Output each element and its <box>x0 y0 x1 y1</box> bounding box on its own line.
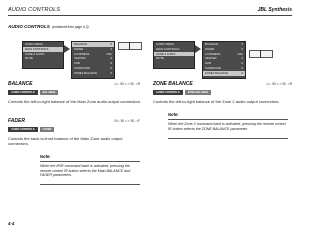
zone-balance-title: ZONE BALANCE <box>153 81 193 87</box>
breadcrumb-item: AUDIO CONTROLS <box>8 90 38 95</box>
menu-item[interactable]: ZONE2 BALANCE 0 <box>205 70 243 75</box>
section-title-text: AUDIO CONTROLS <box>8 24 50 29</box>
section-subtitle: (continued from page 4-3) <box>51 25 89 29</box>
fader-description: Controls the back-to-front balance of the Main Zone audio output connectors. <box>8 136 123 147</box>
header-divider <box>8 15 292 16</box>
menu-item[interactable]: MUTE <box>156 56 164 61</box>
menu-item[interactable]: ZONE2 BALANCE 0 <box>74 70 112 75</box>
slider-center-tick <box>129 42 130 49</box>
breadcrumb-item: BALANCE <box>40 90 59 95</box>
menu-item[interactable]: SURROUND 0 <box>205 65 243 70</box>
brand-label: JBL Synthesis <box>257 7 292 13</box>
fader-note-text: When the IR/R command bank is activated, pressing the remote control IR button selects the Main BALANCE and FADER parameters. <box>40 164 131 178</box>
zone-note-title: Note: <box>168 112 179 117</box>
zone-balance-range: L<- 50 <-> 50 ->R <box>266 82 292 86</box>
fader-range: R<- 50 <-> 50 ->F <box>114 119 140 123</box>
zone-balance-slider[interactable] <box>249 50 273 58</box>
menu-item[interactable]: ZONE 2 AUDIO <box>154 52 194 57</box>
page-header-title: AUDIO CONTROLS <box>8 7 61 13</box>
note-divider <box>40 184 140 185</box>
audio-menu-main-controls <box>71 41 115 79</box>
section-title <box>8 24 89 29</box>
menu-item[interactable]: CENTER 0 <box>205 56 243 61</box>
zone-balance-breadcrumb <box>153 90 211 95</box>
breadcrumb-item: AUDIO CONTROLS <box>8 127 38 132</box>
menu-item[interactable]: FADER 0 <box>74 46 112 51</box>
breadcrumb-item: FADER <box>40 127 55 132</box>
fader-breadcrumb <box>8 127 54 132</box>
page-number: 4-4 <box>8 221 15 226</box>
menu-title: AUDIO MENU <box>156 42 174 46</box>
menu-item[interactable]: SUB 0 <box>74 61 112 66</box>
menu-item[interactable]: ZONE 2 AUDIO <box>25 51 45 56</box>
menu-item[interactable]: BALANCE 0 <box>74 42 112 46</box>
menu-item[interactable]: LOUDNESS OFF <box>74 51 112 56</box>
menu-item[interactable]: CENTER 0 <box>74 56 112 61</box>
menu-item[interactable]: MAIN CONTROLS <box>23 47 63 52</box>
balance-title: BALANCE <box>8 81 33 87</box>
audio-menu-main <box>22 41 64 69</box>
audio-menu-zone-controls <box>202 41 246 79</box>
audio-menu-zone <box>153 41 195 69</box>
menu-title: AUDIO MENU <box>25 42 43 46</box>
menu-item[interactable]: FADER 0 <box>205 46 243 51</box>
balance-breadcrumb <box>8 90 58 95</box>
menu-item[interactable]: MAIN CONTROLS <box>156 46 180 51</box>
menu-item[interactable]: BALANCE 0 <box>205 42 243 46</box>
fader-title: FADER <box>8 118 25 124</box>
breadcrumb-item: AUDIO CONTROLS <box>153 90 183 95</box>
arrow-right-icon <box>64 45 70 53</box>
balance-slider[interactable] <box>118 42 142 50</box>
breadcrumb-item: ZONE BALANCE <box>185 90 212 95</box>
zone-note-text: When the Zone 2 command bank is activated, pressing the remote control IR button selects the ZONE BALANCE parameter. <box>168 122 286 131</box>
menu-item[interactable]: LOUDNESS OFF <box>205 51 243 56</box>
balance-description: Controls the left-to-right balance of the Main Zone audio output connectors. <box>8 99 141 104</box>
arrow-right-icon <box>195 45 201 53</box>
note-divider <box>168 138 288 139</box>
menu-item[interactable]: MUTE <box>25 56 33 61</box>
fader-note-title: Note: <box>40 154 51 159</box>
note-divider <box>40 161 140 162</box>
balance-range: L<- 50 <-> 50 ->R <box>114 82 140 86</box>
note-divider <box>168 119 288 120</box>
menu-item[interactable]: SUB 0 <box>205 61 243 66</box>
menu-item[interactable]: SURROUND 0 <box>74 65 112 70</box>
slider-center-tick <box>260 50 261 57</box>
zone-balance-description: Controls the left-to-right balance of the Zone 2 audio output connectors. <box>153 99 280 104</box>
